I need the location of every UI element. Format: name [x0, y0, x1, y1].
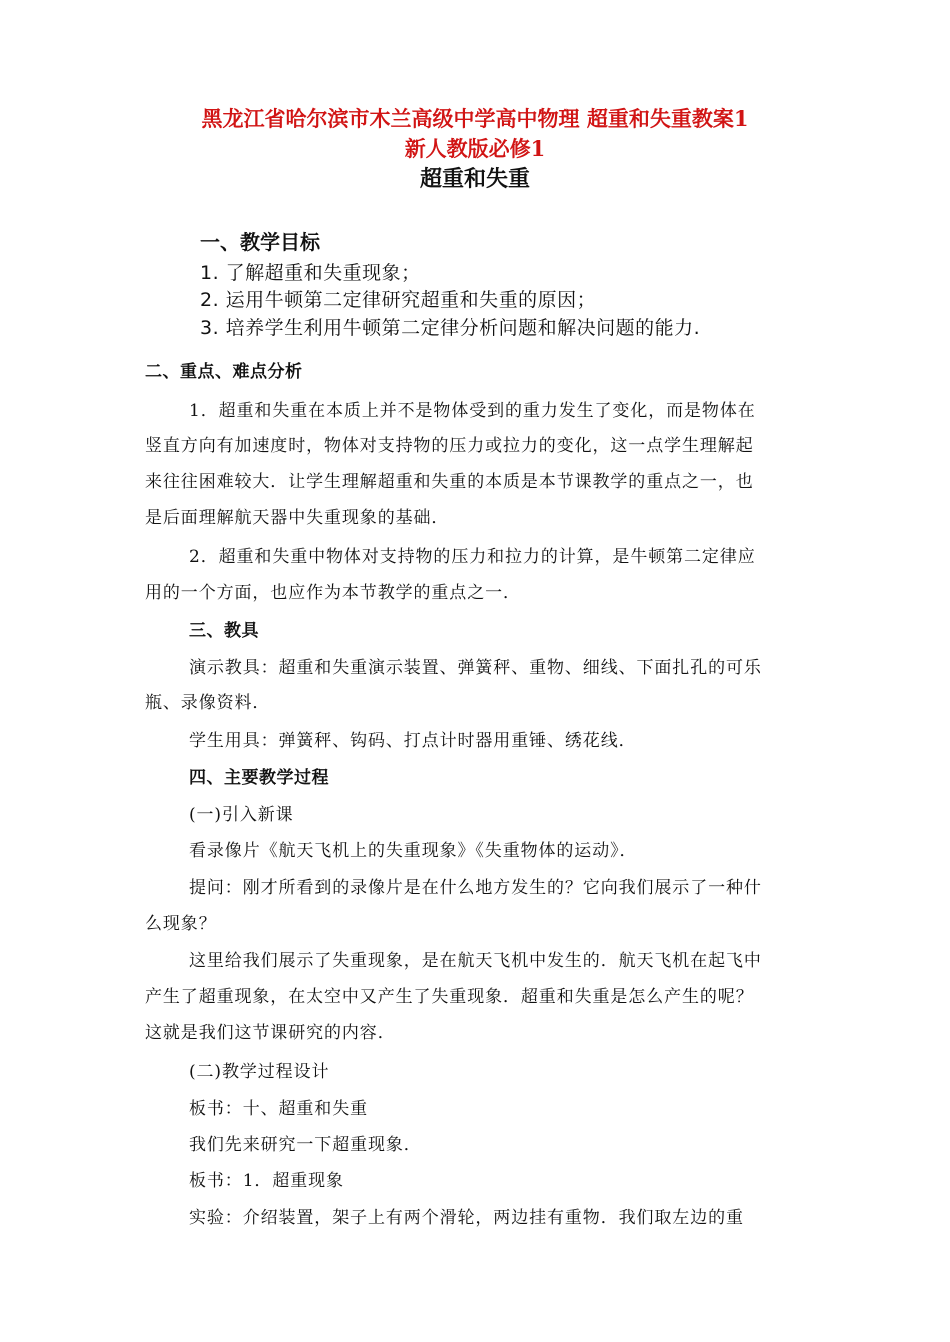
- paragraph-line: 学生用具：弹簧秤、钩码、打点计时器用重锤、绣花线．: [189, 731, 637, 751]
- title-line-1: 黑龙江省哈尔滨市木兰高级中学高中物理 超重和失重教案1: [201, 106, 749, 131]
- section-heading-tools: 三、教具: [189, 621, 259, 641]
- paragraph-line: 板书：十、超重和失重: [189, 1099, 368, 1119]
- section-heading-keypoints: 二、重点、难点分析: [145, 362, 303, 382]
- title-line-2: 新人教版必修1: [404, 136, 546, 161]
- paragraph-line: 瓶、录像资料．: [145, 693, 271, 713]
- goal-item: 2. 运用牛顿第二定律研究超重和失重的原因；: [200, 289, 597, 311]
- paragraph-line: 提问：刚才所看到的录像片是在什么地方发生的？它向我们展示了一种什: [189, 878, 762, 898]
- paragraph-line: 竖直方向有加速度时，物体对支持物的压力或拉力的变化，这一点学生理解起: [145, 436, 754, 456]
- goal-item: 1. 了解超重和失重现象；: [200, 262, 421, 284]
- paragraph-line: (二)教学过程设计: [189, 1062, 330, 1082]
- paragraph-line: 用的一个方面，也应作为本节教学的重点之一．: [145, 583, 521, 603]
- document-title: [90, 104, 860, 164]
- section-heading-process: 四、主要教学过程: [189, 768, 329, 788]
- section-heading-goals: 一、教学目标: [200, 230, 320, 254]
- paragraph-line: 板书：1．超重现象: [189, 1171, 344, 1191]
- paragraph-line: 我们先来研究一下超重现象．: [189, 1135, 422, 1155]
- paragraph-line: 来往往困难较大．让学生理解超重和失重的本质是本节课教学的重点之一，也: [145, 472, 754, 492]
- lesson-subtitle: 超重和失重: [419, 167, 530, 192]
- goal-item: 3. 培养学生利用牛顿第二定律分析问题和解决问题的能力.: [200, 317, 701, 339]
- paragraph-line: 这就是我们这节课研究的内容．: [145, 1023, 396, 1043]
- paragraph-line: 看录像片《航天飞机上的失重现象》《失重物体的运动》．: [189, 841, 638, 861]
- paragraph-line: 产生了超重现象，在太空中又产生了失重现象．超重和失重是怎么产生的呢？: [145, 987, 754, 1007]
- paragraph-line: 这里给我们展示了失重现象，是在航天飞机中发生的．航天飞机在起飞中: [189, 951, 762, 971]
- paragraph-line: 2．超重和失重中物体对支持物的压力和拉力的计算，是牛顿第二定律应: [189, 547, 756, 567]
- paragraph-line: 么现象？: [145, 914, 217, 934]
- paragraph-line: 演示教具：超重和失重演示装置、弹簧秤、重物、细线、下面扎孔的可乐: [189, 658, 762, 678]
- paragraph-line: 实验：介绍装置，架子上有两个滑轮，两边挂有重物．我们取左边的重: [189, 1208, 744, 1228]
- paragraph-line: (一)引入新课: [189, 805, 294, 825]
- paragraph-line: 是后面理解航天器中失重现象的基础．: [145, 508, 450, 528]
- paragraph-line: 1．超重和失重在本质上并不是物体受到的重力发生了变化，而是物体在: [189, 401, 756, 421]
